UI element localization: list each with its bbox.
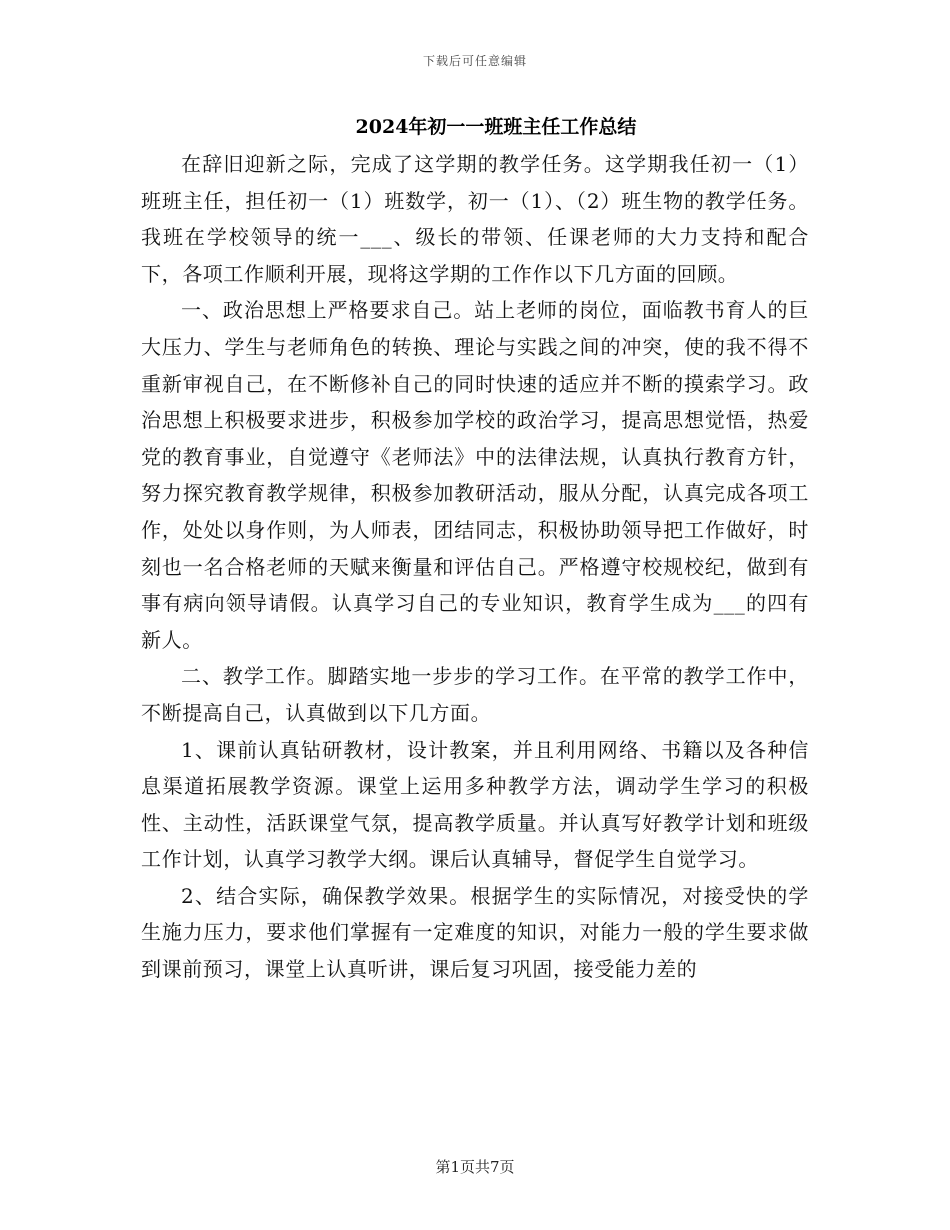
page-number: 第1页共7页 <box>435 1158 515 1176</box>
paragraph-item-2: 2、结合实际，确保教学效果。根据学生的实际情况，对接受快的学生施力压力，要求他们掌握有一定难度的知识，对能力一般的学生要求做到课前预习，课堂上认真听讲，课后复习巩固，接受能力差的 <box>141 883 809 982</box>
paragraph-item-1: 1、课前认真钻研教材，设计教案，并且利用网络、书籍以及各种信息渠道拓展教学资源。课堂上运用多种教学方法，调动学生学习的积极性、主动性，活跃课堂气氛，提高教学质量。并认真写好教学计划和班级工作计划，认真学习教学大纲。课后认真辅导，督促学生自觉学习。 <box>141 737 809 872</box>
paragraph-political: 一、政治思想上严格要求自己。站上老师的岗位，面临教书育人的巨大压力、学生与老师角色的转换、理论与实践之间的冲突，使的我不得不重新审视自己，在不断修补自己的同时快速的适应并不断的摸索学习。政治思想上积极要求进步，积极参加学校的政治学习，提高思想觉悟，热爱党的教育事业，自觉遵守《老师法》中的法律法规，认真执行教育方针，努力探究教育教学规律，积极参加教研活动，服从分配，认真完成各项工作，处处以身作则，为人师表，团结同志，积极协助领导把工作做好，时刻也一名合格老师的天赋来衡量和评估自己。严格遵守校规校纪，做到有事有病向领导请假。认真学习自己的专业知识，教育学生成为___的四有新人。 <box>141 298 809 652</box>
header-note: 下载后可任意编辑 <box>422 54 527 68</box>
paragraph-intro: 在辞旧迎新之际，完成了这学期的教学任务。这学期我任初一（1）班班主任，担任初一（1）班数学，初一（1）、（2）班生物的教学任务。我班在学校领导的统一___、级长的带领、任课老师的大力支持和配合下，各项工作顺利开展，现将这学期的工作作以下几方面的回顾。 <box>141 152 809 286</box>
document-body <box>141 146 809 988</box>
paragraph-teaching: 二、教学工作。脚踏实地一步步的学习工作。在平常的教学工作中，不断提高自己，认真做到以下几方面。 <box>141 664 809 725</box>
document-title: 2024年初一一班班主任工作总结 <box>355 116 637 138</box>
